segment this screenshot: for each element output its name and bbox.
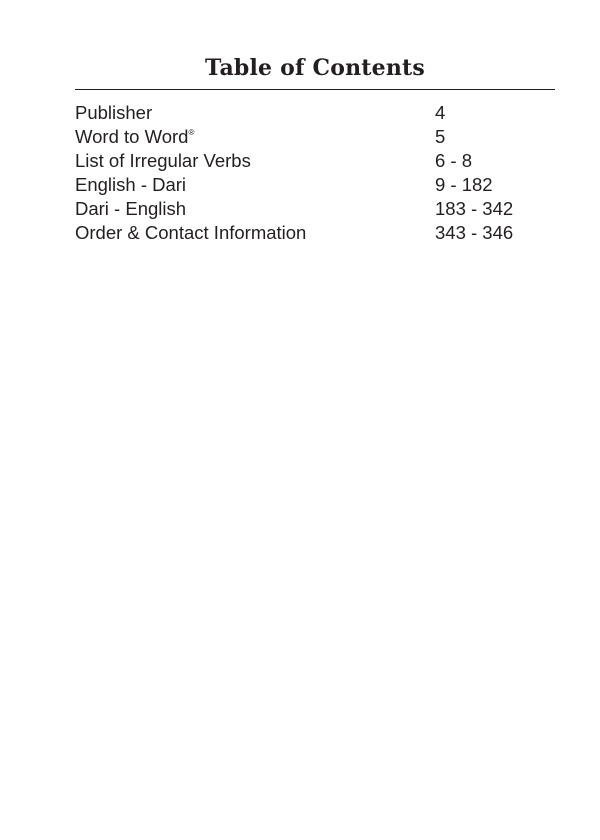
toc-entry-irregular-verbs: [75, 149, 555, 173]
toc-entry-dari-english: [75, 197, 555, 221]
toc-entry-label: Order & Contact Information: [75, 222, 307, 243]
toc-entry-label: English - Dari: [75, 174, 187, 195]
toc-entry-pages: 183 - 342: [435, 198, 514, 219]
toc-entry-label: Dari - English: [75, 198, 187, 219]
toc-entry-label: List of Irregular Verbs: [75, 150, 251, 171]
toc-list: [75, 101, 555, 245]
title-divider: [75, 89, 555, 90]
page-title: Table of Contents: [205, 55, 425, 81]
toc-entry-order-contact: [75, 221, 555, 245]
toc-entry-english-dari: [75, 173, 555, 197]
toc-entry-pages: 343 - 346: [435, 222, 514, 243]
toc-entry-pages: 5: [435, 126, 446, 147]
toc-entry-publisher: [75, 101, 555, 125]
toc-entry-pages: 4: [435, 102, 446, 123]
toc-entry-pages: 6 - 8: [435, 150, 473, 171]
toc-entry-pages: 9 - 182: [435, 174, 493, 195]
registered-mark: ®: [188, 128, 195, 137]
toc-entry-label: Publisher: [75, 102, 153, 123]
toc-entry-label: Word to Word: [75, 126, 189, 147]
toc-entry-label-group: [75, 125, 194, 149]
toc-entry-word-to-word: [75, 125, 555, 149]
